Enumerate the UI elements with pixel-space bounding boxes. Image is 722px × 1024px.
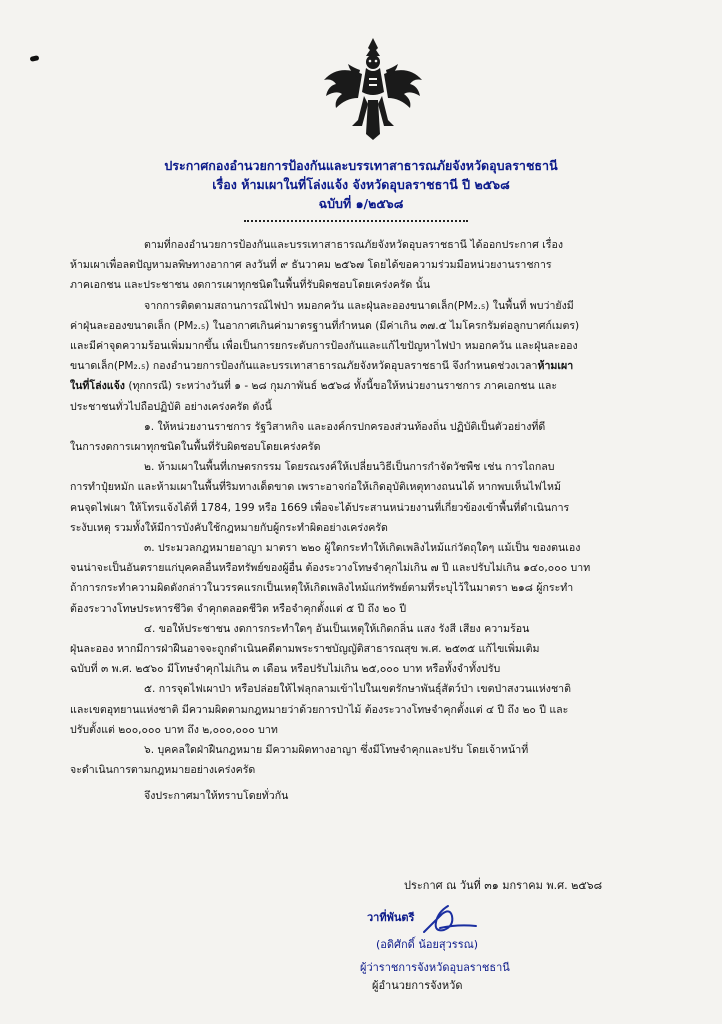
para2-line5 — [70, 376, 666, 396]
item5-line1: ๕. การจุดไฟเผาป่า หรือปล่อยให้ไฟลุกลามเข้าไปในเขตรักษาพันธุ์สัตว์ป่า เขตป่าสงวนแห่งชาติ — [144, 683, 572, 696]
item6-line1: ๖. บุคคลใดฝ่าฝืนกฎหมาย มีความผิดทางอาญา ซึ่งมีโทษจำคุกและปรับ โดยเจ้าหน้าที่ — [144, 744, 529, 757]
signature-date: ประกาศ ณ วันที่ ๓๑ มกราคม พ.ศ. ๒๕๖๘ — [404, 879, 603, 892]
para2-line4 — [70, 356, 666, 376]
item2-line4: ระงับเหตุ รวมทั้งให้มีการบังคับใช้กฎหมายกับผู้กระทำผิดอย่างเคร่งครัด — [70, 521, 388, 534]
emphasis-no-burning: ห้ามเผา — [537, 360, 574, 373]
announcement-number: ฉบับที่ ๑/๒๕๖๘ — [318, 196, 404, 211]
para1-line3: ภาคเอกชน และประชาชน งดการเผาทุกชนิดในพื้นที่รับผิดชอบโดยเคร่งครัด นั้น — [70, 279, 431, 292]
item3-line1: ๓. ประมวลกฎหมายอาญา มาตรา ๒๒๐ ผู้ใดกระทำให้เกิดเพลิงไหม้แก่วัตถุใดๆ แม้เป็น ของตนเอง — [144, 542, 581, 555]
item5-line2: และเขตอุทยานแห่งชาติ มีความผิดตามกฎหมายว่าด้วยการป่าไม้ ต้องระวางโทษจำคุกตั้งแต่ ๔ ปี ถึง ๒๐ ปี และ — [70, 703, 569, 716]
announcement-body — [70, 235, 666, 807]
item1-line1: ๑. ให้หน่วยงานราชการ รัฐวิสาหกิจ และองค์กรปกครองส่วนท้องถิ่น ปฏิบัติเป็นตัวอย่างที่ดี — [144, 420, 546, 433]
announcement-subject: เรื่อง ห้ามเผาในที่โล่งแจ้ง จังหวัดอุบลราชธานี ปี ๒๕๖๘ — [212, 177, 510, 192]
item3-line3: ถ้าการกระทำความผิดดังกล่าวในวรรคแรกเป็นเหตุให้เกิดเพลิงไหม้แก่ทรัพย์ตามที่ระบุไว้ในมาตรา ๒๑๘ ผู้กระทำ — [70, 582, 574, 595]
item4-line3: ฉบับที่ ๓ พ.ศ. ๒๕๖๐ มีโทษจำคุกไม่เกิน ๓ เดือน หรือปรับไม่เกิน ๒๕,๐๐๐ บาท หรือทั้งจำทั้งปรับ — [70, 663, 501, 676]
item6-line2: จะดำเนินการตามกฎหมายอย่างเคร่งครัด — [70, 764, 256, 777]
signatory-position: ผู้ว่าราชการจังหวัดอุบลราชธานี — [360, 961, 510, 974]
emphasis-open-area: ในที่โล่งแจ้ง — [70, 380, 125, 393]
item2-line2: การทำปุ๋ยหมัก และห้ามเผาในพื้นที่ริมทางเด็ดขาด เพราะอาจก่อให้เกิดอุบัติเหตุทางถนนได้ หากพบเห็นไฟไหม้ — [70, 481, 561, 494]
para2-line6: ประชาชนทั่วไปถือปฏิบัติ อย่างเคร่งครัด ดังนี้ — [70, 400, 272, 413]
para1-line1: ตามที่กองอำนวยการป้องกันและบรรเทาสาธารณภัยจังหวัดอุบลราชธานี ได้ออกประกาศ เรื่อง — [144, 239, 564, 251]
item2-line1: ๒. ห้ามเผาในพื้นที่เกษตรกรรม โดยรณรงค์ให้เปลี่ยนวิธีเป็นการกำจัดวัชพืช เช่น การไถกลบ — [144, 461, 555, 474]
announcement-title: ประกาศกองอำนวยการป้องกันและบรรเทาสาธารณภัยจังหวัดอุบลราชธานี — [164, 158, 558, 173]
para1-line2: ห้ามเผาเพื่อลดปัญหามลพิษทางอากาศ ลงวันที่ ๙ ธันวาคม ๒๕๖๗ โดยได้ขอความร่วมมือหน่วยงานราชการ — [70, 259, 552, 272]
handwritten-signature — [418, 902, 482, 938]
item4-line1: ๔. ขอให้ประชาชน งดการกระทำใดๆ อันเป็นเหตุให้เกิดกลิ่น แสง รังสี เสียง ความร้อน — [144, 622, 530, 635]
item3-line4: ต้องระวางโทษประหารชีวิต จำคุกตลอดชีวิต หรือจำคุกตั้งแต่ ๕ ปี ถึง ๒๐ ปี — [70, 602, 407, 615]
signatory-name: (อดิศักดิ์ น้อยสุวรรณ) — [376, 938, 479, 951]
para2-line1: จากการติดตามสถานการณ์ไฟป่า หมอกควัน และฝุ่นละอองขนาดเล็ก(PM₂.₅) ในพื้นที่ พบว่ายังมี — [144, 299, 574, 312]
garuda-emblem-icon — [318, 34, 428, 142]
para2-line2: ค่าฝุ่นละอองขนาดเล็ก (PM₂.₅) ในอากาศเกินค่ามาตรฐานที่กำหนด (มีค่าเกิน ๓๗.๕ ไมโครกรัมต่อลูกบาศก์เมตร) — [70, 319, 580, 332]
item4-line2: ฝุ่นละออง หากมีการฝ่าฝืนอาจจะถูกดำเนินคดีตามพระราชบัญญัติสาธารณสุข พ.ศ. ๒๕๓๕ แก้ไขเพิ่มเติม — [70, 643, 540, 656]
closing-line: จึงประกาศมาให้ทราบโดยทั่วกัน — [144, 790, 289, 803]
para2-line4-text: ขนาดเล็ก(PM₂.₅) กองอำนวยการป้องกันและบรรเทาสาธารณภัยจังหวัดอุบลราชธานี จึงกำหนดช่วงเวลา — [70, 360, 538, 373]
para2-line3: และมีค่าจุดความร้อนเพิ่มมากขึ้น เพื่อเป็นการยกระดับการป้องกันและแก้ไขปัญหาไฟป่า หมอกควัน และฝุ่นละออง — [70, 340, 578, 353]
para2-line5-text: (ทุกกรณี) ระหว่างวันที่ ๑ - ๒๘ กุมภาพันธ์ ๒๕๖๘ ทั้งนี้ขอให้หน่วยงานราชการ ภาคเอกชน และ — [124, 380, 558, 393]
ink-speck — [30, 55, 40, 62]
item3-line2: จนน่าจะเป็นอันตรายแก่บุคคลอื่นหรือทรัพย์ของผู้อื่น ต้องระวางโทษจำคุกไม่เกิน ๗ ปี และปรับไม่เกิน ๑๔๐,๐๐๐ บาท — [70, 562, 591, 575]
dotted-divider — [244, 220, 468, 222]
signatory-role: ผู้อำนวยการจังหวัด — [372, 979, 463, 992]
item5-line3: ปรับตั้งแต่ ๒๐๐,๐๐๐ บาท ถึง ๒,๐๐๐,๐๐๐ บาท — [70, 723, 278, 736]
item2-line3: คนจุดไฟเผา ให้โทรแจ้งได้ที่ 1784, 199 หรือ 1669 เพื่อจะได้ประสานหน่วยงานที่เกี่ยวข้องเข้าพื้นที่ดำเนินการ — [70, 501, 570, 514]
signatory-rank: วาที่พันตรี — [367, 911, 415, 924]
item1-line2: ในการงดการเผาทุกชนิดในพื้นที่รับผิดชอบโดยเคร่งครัด — [70, 441, 321, 454]
